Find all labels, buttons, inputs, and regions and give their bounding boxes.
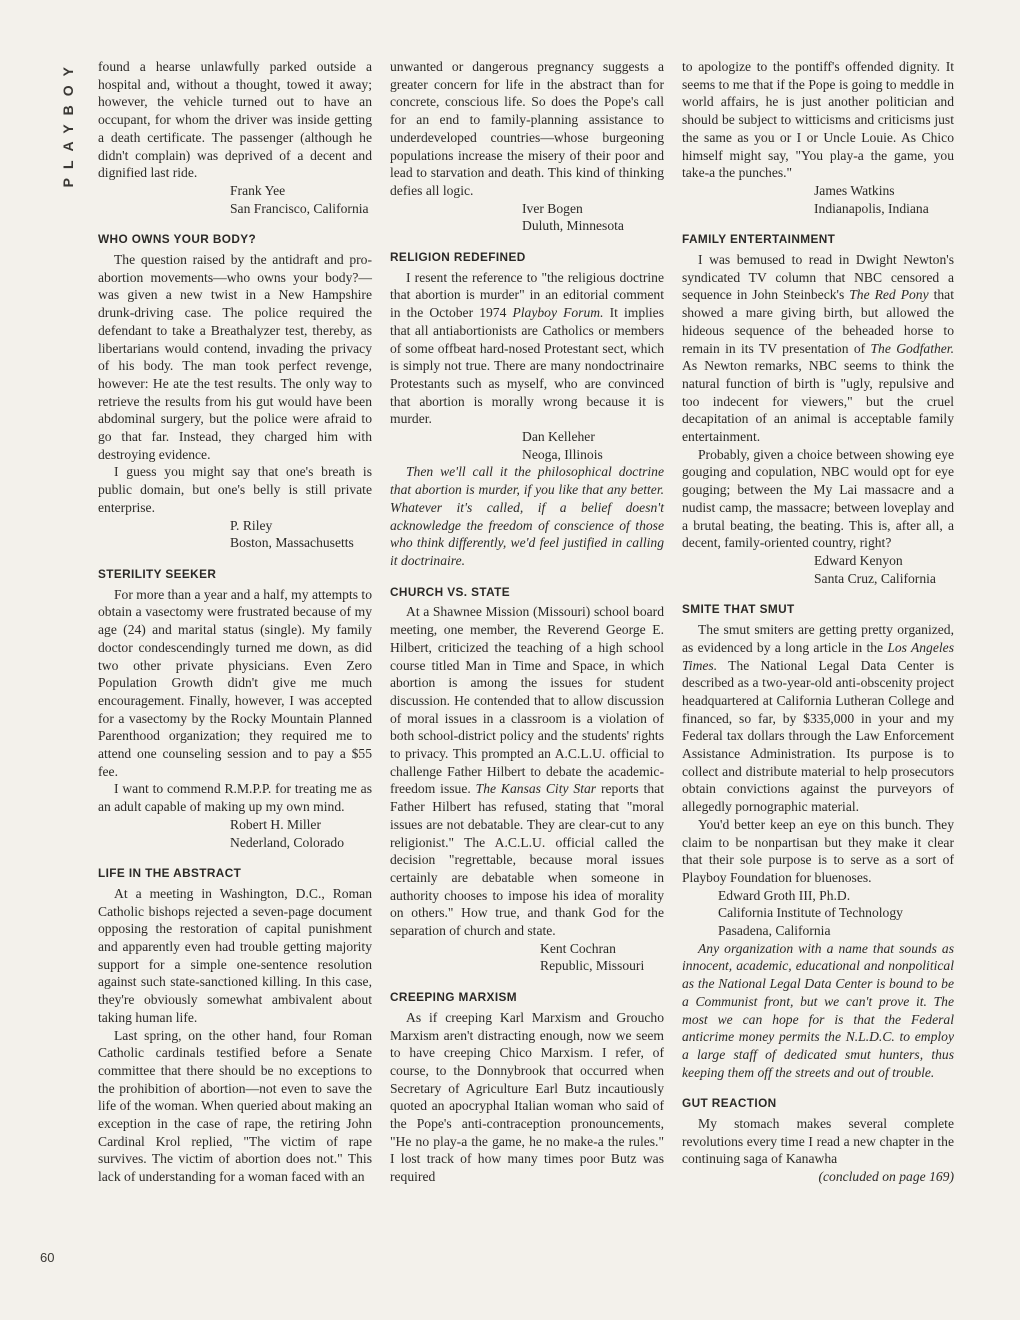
signature-place: Santa Cruz, California (814, 570, 936, 586)
section-heading: SMITE THAT SMUT (682, 602, 795, 617)
editor-reply: Any organization with a name that sounds as innocent, academic, educational and nonpolitical as the National Legal Data Center is bound to be a Communist front, but we can't prove it. The most we can hope for is that the Federal anticrime money permits the N.L.D.C. to employ a large staff of dedicated smut hunters, thus keeping them off the streets and out of trouble. (682, 940, 954, 1080)
letter-body (682, 621, 954, 816)
signature-place: Neoga, Illinois (522, 446, 603, 462)
body-text: It implies that all antiabortionists are Catholics or members of some offbeat hard-nosed Protestant sect, which is simply not true. There are many nondoctrinaire Protestants such as myself, who are convinced that abortion is morally wrong because it is murder. (390, 305, 664, 427)
signature-name: Edward Groth III, Ph.D. (718, 887, 851, 903)
signature-name: Edward Kenyon (814, 552, 903, 568)
body-text: reports that Father Hilbert has refused, stating that "moral issues are not debatable. They are clear-cut to any religionist." The A.C.L.U. official called the decision "regrettable, because moral issues certainly are debatable when someone in authority chooses to impose his idea of morality on others." How true, and thank God for the separation of church and state. (390, 781, 664, 939)
magazine-logo: PLAYBOY (60, 58, 76, 188)
film-title: The Red Pony (849, 287, 929, 303)
letter-body: found a hearse unlawfully parked outside a hospital and, without a thought, towed it away; however, the vehicle turned out to have an occupant, for whom the driver was inside getting a death certificate. The passenger (although he didn't complain) was deprived of a decent and dignified last ride. (98, 59, 372, 181)
letter-signature (682, 552, 954, 587)
letter-signature (390, 200, 664, 235)
page-number: 60 (40, 1250, 55, 1265)
letter-signature (390, 940, 664, 975)
signature-name: Kent Cochran (540, 940, 616, 956)
letter-body: I want to commend R.M.P.P. for treating me as an adult capable of making up my own mind. (98, 781, 372, 815)
section-heading: CHURCH VS. STATE (390, 584, 511, 599)
body-text: I was bemused to read in Dwight Newton's syndicated TV column that NBC censored a sequence in John Steinbeck's (682, 252, 954, 303)
letter-signature (98, 816, 372, 851)
section-heading: LIFE IN THE ABSTRACT (98, 866, 242, 881)
signature-place: Republic, Missouri (540, 958, 645, 974)
signature-place: Nederland, Colorado (230, 834, 345, 850)
letter-body: to apologize to the pontiff's offended dignity. It seems to me that if the Pope is going to meddle in world affairs, he is just another politician and should be subject to witticisms and criticisms just the same as you or I or Uncle Louie. As Chico himself might say, "You play-a the game, you take-a the punches." (682, 59, 954, 181)
letter-signature (390, 428, 664, 463)
letter-body: Probably, given a choice between showing eye gouging and copulation, NBC would opt for eye gouging; between the My Lai massacre and a nudist camp, the massacre; between loveplay and a brutal beating, the beating. This is, after all, a decent, family-oriented country, right? (682, 446, 954, 551)
letter-body: As if creeping Karl Marxism and Groucho Marxism aren't distracting enough, now we seem to have creeping Chico Marxism. I refer, of course, to the Donnybrook that occurred when Secretary of Agriculture Earl Butz incautiously quoted an apocryphal Italian woman who said of the Pope's anti-contraception pronouncements, "He no play-a the game, he no make-a the rules." I lost track of how many times poor Butz was required (390, 1009, 664, 1185)
letter-body (390, 269, 664, 428)
publication-title: The Kansas City Star (475, 781, 597, 797)
body-text: that showed a mare giving birth, but allowed the hideous sequence of the beheaded horse to remain in its TV presentation of (682, 287, 954, 356)
letter-signature (682, 887, 954, 940)
section-heading: WHO OWNS YOUR BODY? (98, 232, 257, 247)
letter-body (390, 603, 664, 939)
signature-place: Indianapolis, Indiana (814, 200, 929, 216)
signature-name: P. Riley (230, 517, 273, 533)
body-text: At a Shawnee Mission (Missouri) school board meeting, one member, the Reverend George E. Hilbert, criticized the teaching of a high school course titled Man in Time and Space, in which abortion is among the issues for student discussion. He contended that to allow discussion of moral issues in a classroom is a violation of both school-district policy and the students' rights to privacy. This prompted an A.C.L.U. official to challenge Father Hilbert to debate the academic-freedom issue. (390, 604, 664, 797)
signature-name: Frank Yee (230, 182, 286, 198)
signature-place: Pasadena, California (718, 923, 831, 939)
editor-reply: Then we'll call it the philosophical doctrine that abortion is murder, if you like that any better. Whatever it's called, if a belief doesn't acknowledge the freedom of conscience of those who think differently, we'd feel justified in calling it doctrinaire. (390, 464, 664, 568)
section-heading: FAMILY ENTERTAINMENT (682, 232, 836, 247)
letter-body (682, 251, 954, 446)
letter-signature (98, 182, 372, 217)
continuation-note: (concluded on page 169) (818, 1169, 954, 1185)
letter-body: The question raised by the antidraft and pro-abortion movements—who owns your body?—was given a new twist in a New Hampshire drunk-driving case. The police required the defendant to take a Breathalyzer test, thereby, as libertarians would contend, invading the privacy of his body. The man took perfect revenge, however: He ate the test results. The only way to retrieve the results from his gut would have been abdominal surgery, but the police were afraid to go that far. Instead, they charged him with destroying evidence. (98, 252, 372, 462)
column-2 (390, 58, 664, 1186)
publication-title: Los Angeles Times. (682, 639, 954, 673)
signature-institution: California Institute of Technology (718, 905, 903, 921)
column-1 (98, 58, 372, 1186)
letter-signature (682, 182, 954, 217)
letter-body: unwanted or dangerous pregnancy suggests a greater concern for life in the abstract than for concrete, conscious life. So does the Pope's call for an end to family-planning assistance to underdeveloped countries—whose burgeoning populations increase the misery of their poor and lead to starvation and death. This kind of thinking defies all logic. (390, 59, 664, 198)
body-text: I resent the reference to "the religious doctrine that abortion is murder" in an editorial comment in the October 1974 (390, 269, 664, 321)
section-heading: GUT REACTION (682, 1096, 777, 1111)
letter-body: For more than a year and a half, my attempts to obtain a vasectomy were frustrated because of my age (24) and marital status (single). My family doctor condescendingly turned me down, as did two other private physicians. Even Zero Population Growth didn't give me much encouragement. Finally, however, I was accepted for a vasectomy by the Rocky Mountain Planned Parenthood organization; they required me to attend one counseling session and to pay a $55 fee. (98, 586, 372, 779)
letter-body: My stomach makes several complete revolutions every time I read a new chapter in the continuing saga of Kanawha (682, 1116, 954, 1167)
section-heading: CREEPING MARXISM (390, 990, 518, 1005)
signature-name: Dan Kelleher (522, 429, 595, 445)
signature-name: James Watkins (814, 182, 895, 198)
body-text: The National Legal Data Center is described as a two-year-old anti-obscenity project headquartered at California Lutheran College and financed, so far, by $335,000 in your and my Federal tax dollars through the Law Enforcement Assistance Administration. Its purpose is to collect and distribute material to help prosecutors obtain convictions against the purveyors of allegedly pornographic material. (682, 657, 954, 815)
signature-place: Boston, Massachusetts (230, 535, 354, 551)
letter-signature (98, 517, 372, 552)
letter-body: Last spring, on the other hand, four Roman Catholic cardinals testified before a Senate committee that there should be no exceptions to the prohibition of abortion—not even to save the life of the woman. When queried about making an exception in the case of rape, the retiring John Cardinal Krol replied, "The victim of rape survives. The victim of abortion does not." This lack of understanding for a woman faced with an (98, 1027, 372, 1185)
letter-body: You'd better keep an eye on this bunch. They claim to be nonpartisan but they make it clear that their sole purpose is to serve as a sort of Playboy Foundation for bluenoses. (682, 816, 954, 885)
signature-name: Robert H. Miller (230, 816, 321, 832)
film-title: The Godfather. (870, 340, 954, 356)
signature-place: San Francisco, California (230, 200, 369, 216)
section-heading: STERILITY SEEKER (98, 566, 217, 581)
body-text: The smut smiters are getting pretty organized, as evidenced by a long article in the (682, 622, 954, 655)
letter-body: I guess you might say that one's breath is public domain, but one's belly is still private enterprise. (98, 464, 372, 515)
body-text: As Newton remarks, NBC seems to think the natural function of birth is "ugly, repulsive and too indecent for viewers," but the cruel decapitation of an animal is acceptable family entertainment. (682, 358, 954, 445)
signature-name: Iver Bogen (522, 200, 583, 216)
column-3 (682, 58, 954, 1186)
signature-place: Duluth, Minnesota (522, 218, 624, 234)
section-heading: RELIGION REDEFINED (390, 250, 526, 265)
letter-body: At a meeting in Washington, D.C., Roman Catholic bishops rejected a seven-page document opposing the restoration of capital punishment and apparently even had trouble getting majority support for a simple one-sentence resolution against such state-sanctioned killing. In this case, they're obviously somewhat ambivalent about taking human life. (98, 885, 372, 1025)
publication-title: Playboy Forum. (512, 305, 604, 321)
